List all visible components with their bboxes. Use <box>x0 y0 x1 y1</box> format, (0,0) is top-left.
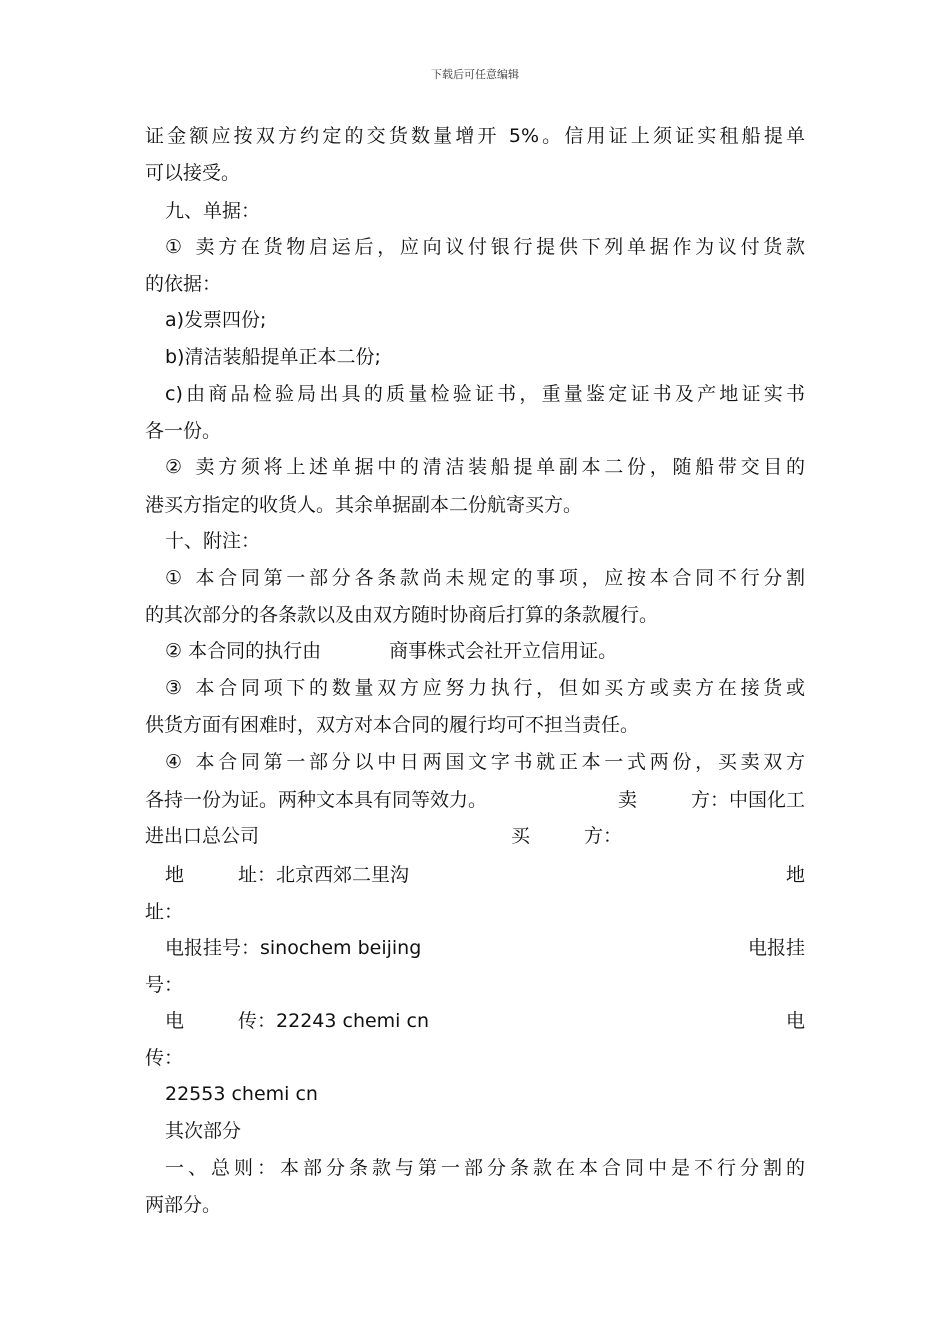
text-line: 的其次部分的各条款以及由双方随时协商后打算的条款履行。 <box>145 604 659 626</box>
text-line: 的依据： <box>145 273 222 295</box>
text-line: ① 卖方在货物启运后，应向议付银行提供下列单据作为议付货款 <box>165 236 805 258</box>
text-line: 证金额应按双方约定的交货数量增开 5%。信用证上须证实租船提单 <box>145 125 805 147</box>
seller-name-line <box>145 821 805 851</box>
section-heading: 其次部分 <box>165 1120 242 1142</box>
text-line: ④ 本合同第一部分以中日两国文字书就正本一式两份，买卖双方 <box>165 751 805 773</box>
text-line: 两部分。 <box>145 1194 222 1216</box>
parties-line <box>145 785 805 815</box>
executor-suffix: 商事株式会社开立信用证。 <box>389 640 618 662</box>
seller-label: 卖 方：中国化工 <box>617 789 805 811</box>
parties-text: 各持一份为证。两种文本具有同等效力。 <box>145 789 488 811</box>
text-line: 号： <box>145 974 184 996</box>
text-line: ③ 本合同项下的数量双方应努力执行，但如买方或卖方在接货或 <box>165 677 805 699</box>
telex-line <box>145 1006 805 1036</box>
section-heading: 十、附注： <box>165 530 261 552</box>
text-line: ② 卖方须将上述单据中的清洁装船提单副本二份，随船带交目的 <box>165 456 805 478</box>
buyer-address-label: 地 <box>785 864 805 886</box>
page-header: 下载后可任意编辑 <box>431 68 519 81</box>
seller-telex: 电 传：22243 chemi cn <box>165 1010 429 1032</box>
text-line: 可以接受。 <box>145 162 241 184</box>
list-item: a)发票四份; <box>165 309 267 331</box>
text-line: 港买方指定的收货人。其余单据副本二份航寄买方。 <box>145 494 583 516</box>
buyer-telex-label: 电 <box>785 1010 805 1032</box>
executor-line <box>145 636 805 666</box>
telegraph-line <box>145 933 805 963</box>
list-item: c)由商品检验局出具的质量检验证书，重量鉴定证书及产地证实书 <box>165 383 805 405</box>
buyer-telex: 22553 chemi cn <box>165 1083 318 1105</box>
text-line: 一、总则：本部分条款与第一部分条款在本合同中是不行分割的 <box>165 1157 805 1179</box>
seller-telegraph: 电报挂号：sinochem beijing <box>165 937 422 959</box>
buyer-label: 买 方： <box>511 825 623 847</box>
text-line: 传： <box>145 1047 184 1069</box>
text-line: 供货方面有困难时，双方对本合同的履行均可不担当责任。 <box>145 714 640 736</box>
seller-name-cont: 进出口总公司 <box>145 825 260 847</box>
text-line: 各一份。 <box>145 420 222 442</box>
seller-address: 地 址：北京西郊二里沟 <box>165 864 410 886</box>
buyer-telegraph-label: 电报挂 <box>747 937 805 959</box>
text-line: ① 本合同第一部分各条款尚未规定的事项，应按本合同不行分割 <box>165 567 805 589</box>
executor-prefix: ② 本合同的执行由 <box>165 640 322 662</box>
text-line: 址： <box>145 901 184 923</box>
list-item: b)清洁装船提单正本二份; <box>165 346 381 368</box>
address-line <box>145 860 805 890</box>
section-heading: 九、单据： <box>165 200 261 222</box>
